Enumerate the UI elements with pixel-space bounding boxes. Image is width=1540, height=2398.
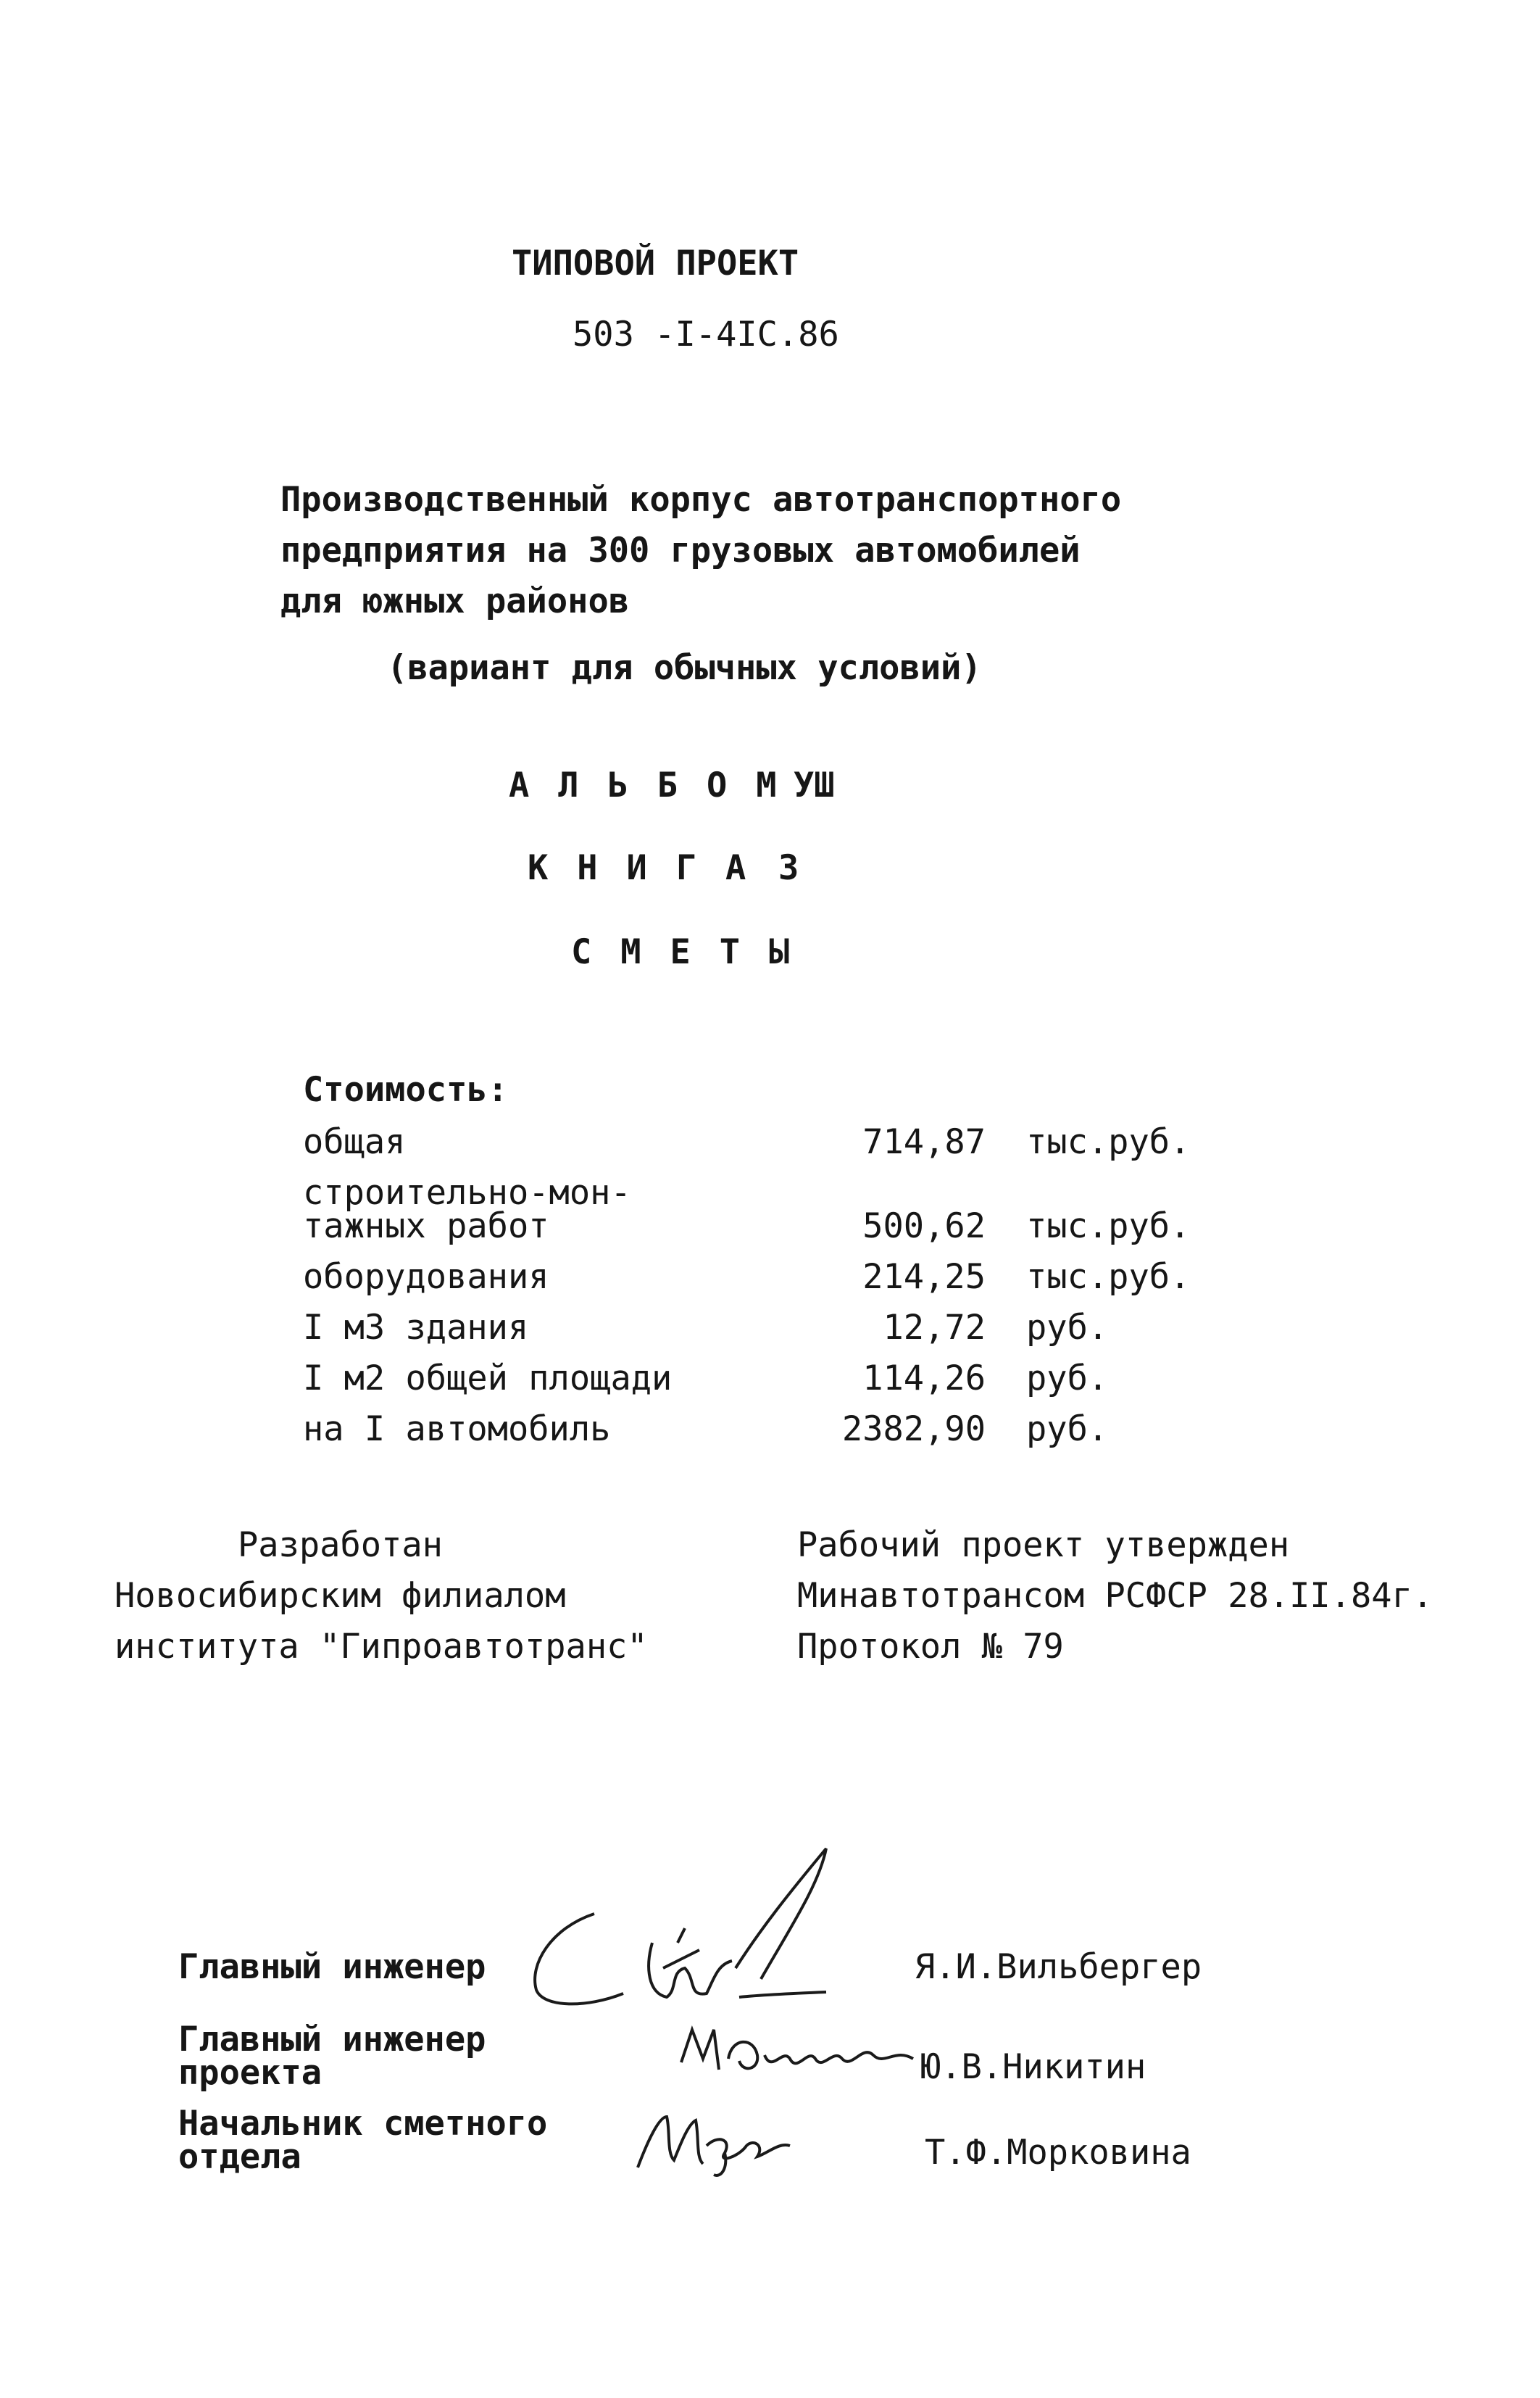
project-code: 503 -I-4IC.86 [573,315,839,354]
cost-row-value: 114,26 [862,1358,986,1398]
signatory-position: Главный инженер [178,1947,486,1987]
signature-chief-project-engineer [674,2019,920,2099]
cost-row-label: I м2 общей площади [303,1358,673,1398]
approval-line-1: Рабочий проект утвержден [797,1525,1290,1565]
book-label: КНИГА [528,848,775,888]
title-variant: (вариант для обычных условий) [387,648,982,688]
signatory-position: Главный инженер [178,2020,486,2059]
cost-row-label: строительно-мон- [303,1173,631,1213]
signature-estimate-department-head [630,2102,797,2182]
cost-row-value: 2382,90 [841,1409,986,1449]
signatory-position: проекта [178,2053,322,2093]
cost-row-label: общая [303,1122,406,1162]
cost-row-label: тажных работ [303,1206,549,1246]
cost-row-unit: руб. [1026,1308,1109,1348]
cost-heading: Стоимость: [303,1070,508,1110]
approval-line-2: Минавтотрансом РСФСР 28.II.84г. [797,1576,1433,1616]
title-line-3: для южных районов [280,581,630,621]
project-type: ТИПОВОЙ ПРОЕКТ [512,244,799,283]
cost-row-label: оборудования [303,1257,549,1297]
cost-row-value: 214,25 [862,1257,986,1297]
cost-row-unit: тыс.руб. [1026,1257,1191,1297]
book-number: 3 [778,848,799,888]
cost-row-value: 12,72 [883,1308,986,1348]
cost-row-unit: руб. [1026,1409,1109,1449]
cost-row-value: 714,87 [862,1122,986,1162]
cost-row-label: на I автомобиль [303,1409,611,1449]
title-line-1: Производственный корпус автотранспортного [280,480,1122,520]
developer-line-3: института "Гипроавтотранс" [115,1627,648,1667]
album-number: УШ [794,766,835,805]
cost-row-value: 500,62 [862,1206,986,1246]
signatory-name: Т.Ф.Морковина [925,2133,1191,2173]
signatory-position: отдела [178,2137,301,2177]
title-line-2: предприятия на 300 грузовых автомобилей [280,531,1081,571]
developer-line-2: Новосибирским филиалом [115,1576,566,1616]
signature-chief-engineer [522,1841,870,2022]
cost-row-label: I м3 здания [303,1308,529,1348]
cost-row-unit: тыс.руб. [1026,1122,1191,1162]
signatory-position: Начальник сметного [178,2104,548,2144]
signatory-name: Ю.В.Никитин [920,2047,1146,2087]
cost-row-unit: руб. [1026,1358,1109,1398]
developer-line-1: Разработан [238,1525,443,1565]
album-label: АЛЬБОМ [509,766,806,805]
signatory-name: Я.И.Вильбергер [915,1947,1202,1987]
approval-line-3: Протокол № 79 [797,1627,1064,1667]
section-title: СМЕТЫ [571,932,819,972]
cost-row-unit: тыс.руб. [1026,1206,1191,1246]
